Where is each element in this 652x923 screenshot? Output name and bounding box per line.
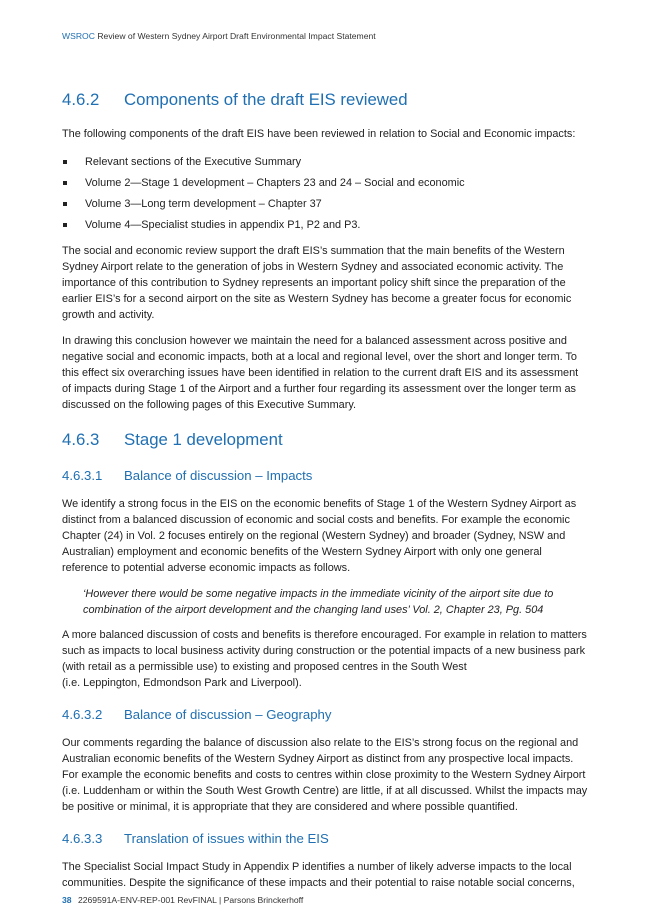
document-reference: 2269591A-ENV-REP-001 RevFINAL | Parsons Brinckerhoff [77, 895, 304, 905]
header-title: Review of Western Sydney Airport Draft Environmental Impact Statement [97, 31, 376, 41]
heading-4-6-2 [62, 90, 590, 110]
section-number: 4.6.2 [62, 90, 100, 109]
list-item: Volume 2—Stage 1 development – Chapters 23 and 24 – Social and economic [62, 175, 590, 191]
paragraph: In drawing this conclusion however we maintain the need for a balanced assessment across positive and negative social and economic impacts, both at a local and regional level, over the short and longer term. To this effect six overarching issues have been identified in relation to the current draft EIS and its assessment of impacts during Stage 1 of the Airport and a further four regarding its assessment over the longer term as discussed on the following pages of this Executive Summary. [62, 335, 579, 411]
section-number: 4.6.3.3 [62, 831, 103, 846]
heading-4-6-3-3 [62, 830, 590, 847]
section-title: Translation of issues within the EIS [124, 831, 329, 846]
heading-4-6-3-2 [62, 706, 590, 723]
paragraph-continuation: (i.e. Leppington, Edmondson Park and Liverpool). [62, 677, 302, 689]
bullet-list [62, 154, 590, 233]
section-number: 4.6.3.1 [62, 468, 103, 483]
page-number: 38 [62, 895, 72, 905]
section-title: Balance of discussion – Geography [124, 707, 332, 722]
header-org: WSROC [62, 31, 95, 41]
list-item: Relevant sections of the Executive Summary [62, 154, 590, 170]
page-footer [62, 895, 303, 905]
running-header [62, 31, 376, 41]
paragraph: We identify a strong focus in the EIS on the economic benefits of Stage 1 of the Western Sydney Airport as distinct from a balanced discussion of economic and social costs and benefits. For example the economic Chapter (24) in Vol. 2 focuses entirely on the regional (Western Sydney) and broader (Sydney, NSW and Australian) employment and economic benefits of the Western Sydney Airport with only one general reference to potential adverse economic impacts as follows. [62, 498, 577, 574]
section-title: Balance of discussion – Impacts [124, 468, 313, 483]
section-title: Components of the draft EIS reviewed [124, 90, 408, 109]
paragraph: The Specialist Social Impact Study in Appendix P identifies a number of likely adverse impacts to the local communities. Despite the significance of these impacts and their potential to raise notable social concerns, [62, 861, 575, 889]
list-item: Volume 4—Specialist studies in appendix P1, P2 and P3. [62, 217, 590, 233]
paragraph: The following components of the draft EIS have been reviewed in relation to Social and Economic impacts: [62, 128, 576, 140]
section-title: Stage 1 development [124, 430, 283, 449]
list-item: Volume 3—Long term development – Chapter 37 [62, 196, 590, 212]
section-number: 4.6.3.2 [62, 707, 103, 722]
paragraph: The social and economic review support the draft EIS’s summation that the main benefits of the Western Sydney Airport relate to the generation of jobs in Western Sydney and associated economic activity. The importance of this contribution to Sydney represents an important policy shift since the preparation of the earlier EIS’s for a second airport on the site as Western Sydney has become a greater focus for economic growth and activity. [62, 245, 572, 321]
main-content [62, 90, 590, 891]
heading-4-6-3-1 [62, 467, 590, 484]
block-quote: ‘However there would be some negative impacts in the immediate vicinity of the airport site due to combination of the airport development and the changing land uses’ Vol. 2, Chapter 23, Pg. 504 [83, 588, 554, 616]
section-number: 4.6.3 [62, 430, 100, 449]
heading-4-6-3 [62, 430, 590, 450]
paragraph: Our comments regarding the balance of discussion also relate to the EIS’s strong focus on the regional and Australian economic benefits of the Western Sydney Airport as distinct from any prospective local impacts. For example the economic benefits and costs to centres within close proximity to the Western Sydney Airport (i.e. Luddenham or within the South West Growth Centre) are little, if at all discussed. Whilst the impacts may be positive or minimal, it is appropriate that they are considered and where possible quantified. [62, 737, 588, 813]
paragraph: A more balanced discussion of costs and benefits is therefore encouraged. For example in relation to matters such as impacts to local business activity during construction or the potential impacts of a new business park (with retail as a permissible use) to existing and proposed centres in the South West [62, 629, 587, 673]
